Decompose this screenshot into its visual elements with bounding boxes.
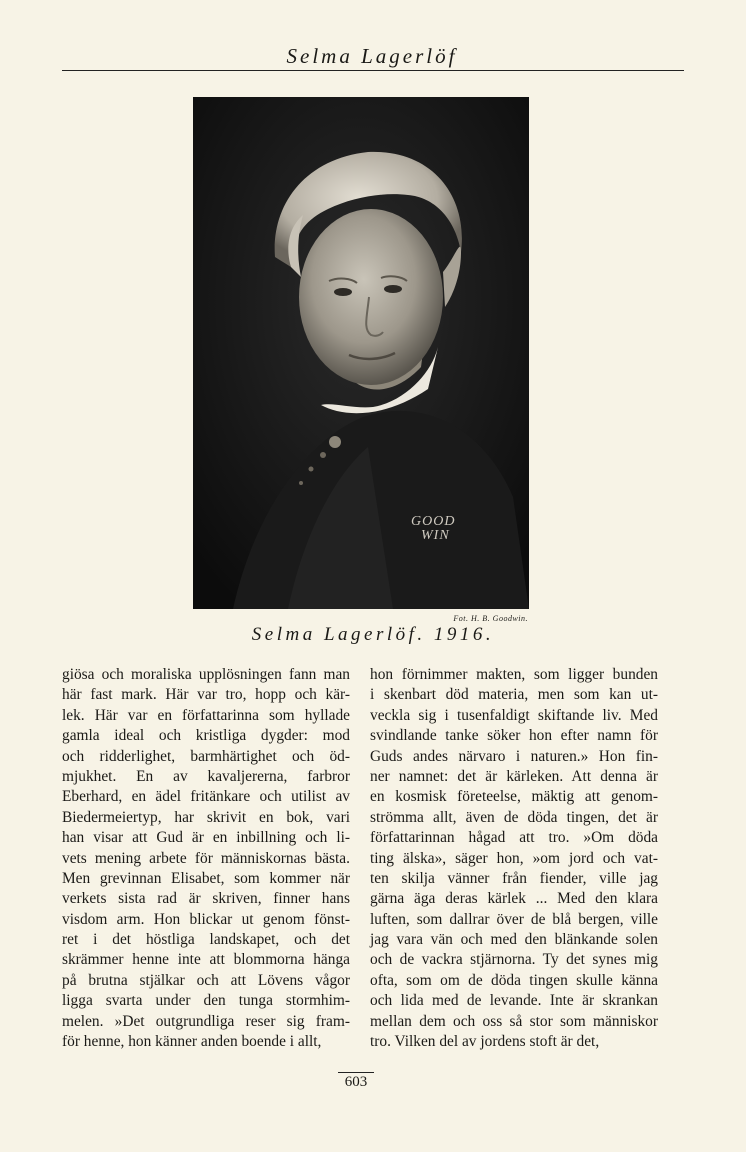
text-line: mellan dem och oss så stor som människor [370,1012,658,1030]
page-number: 603 [344,1074,368,1090]
photographer-monogram: GOOD [411,514,456,529]
text-line: här fast mark. Här var tro, hopp och kär- [62,686,350,704]
text-line: och de vackra stjärnorna. Ty det synes mig [370,951,658,969]
portrait-illustration [193,97,529,609]
text-line: Men grevinnan Elisabet, som kommer när [62,869,350,887]
text-column-left [62,665,350,1052]
text-line: ret i det höstliga landskapet, och det [62,931,350,949]
text-line: Biedermeiertyp, har skrivit en bok, vari [62,808,350,826]
text-line: svindlande tanke söker hon efter namn för [370,727,658,745]
portrait-photo [193,97,529,609]
text-line: gärna äga deras kärlek ... Med den klara [370,890,658,908]
text-line: i skenbart död materia, men som kan ut- [370,686,658,704]
text-line: på brutna stjälkar och att Lövens vågor [62,971,350,989]
text-line: författarinnan hågad att tro. »Om döda [370,829,658,847]
text-line: ner namnet: det är kärleken. Att denna är [370,767,658,785]
text-line: ten skilja vänner från fiender, ville jag [370,869,658,887]
text-line: lek. Här var en författarinna som hyllade [62,706,350,724]
header-rule [62,70,684,71]
text-line: och lida med de levande. Inte är skrankan [370,992,658,1010]
running-head: Selma Lagerlöf [286,44,458,68]
text-line: ligga svarta under den tunga stormhim- [62,992,350,1010]
text-line: han visar att Gud är en inbillning och li- [62,829,350,847]
text-line: vets mening arbete för människornas bästa. [62,849,350,867]
text-line: strömma allt, även de döda tingen, det är [370,808,658,826]
text-line: ting älska», säger hon, »om jord och vat- [370,849,658,867]
text-line: ofta, som om de döda tingen skulle känna [370,971,658,989]
text-line: veckla sig i tusenfaldigt skiftande liv. Med [370,706,658,724]
photo-caption: Selma Lagerlöf. 1916. [251,624,495,645]
text-line: jag vara vän och med den blänkande solen [370,931,658,949]
text-line: en kosmisk företeelse, mäktig att genom- [370,788,658,806]
text-line: luften, som dallrar över de blå bergen, ville [370,910,658,928]
photo-credit: Fot. H. B. Goodwin. [453,614,528,623]
text-line: gamla ideal och kristliga dygder: mod [62,727,350,745]
text-column-right [370,665,658,1052]
text-line: visdom arm. Hon blickar ut genom fönst- [62,910,350,928]
text-line: för henne, hon känner anden boende i allt, [62,1033,322,1051]
text-line: hon förnimmer makten, som ligger bunden [370,666,658,683]
text-line: Guds andes närvaro i naturen.» Hon fin- [370,747,658,765]
text-line: giösa och moraliska upplösningen fann man [62,666,350,683]
photographer-monogram-line2: WIN [421,528,450,543]
text-line: Eberhard, en ädel fritänkare och utilist av [62,788,350,806]
text-line: mjukhet. En av kavaljererna, farbror [62,767,350,785]
text-line: melen. »Det outgrundliga reser sig fram- [62,1012,350,1030]
text-line: skrämmer henne inte att blommorna hänga [62,951,350,969]
text-line: tro. Vilken del av jordens stoft är det, [370,1033,600,1051]
text-line: verkets sista rad är skriven, finner hans [62,890,350,908]
text-line: och ridderlighet, barmhärtighet och öd- [62,747,350,765]
page-number-rule [338,1072,374,1073]
